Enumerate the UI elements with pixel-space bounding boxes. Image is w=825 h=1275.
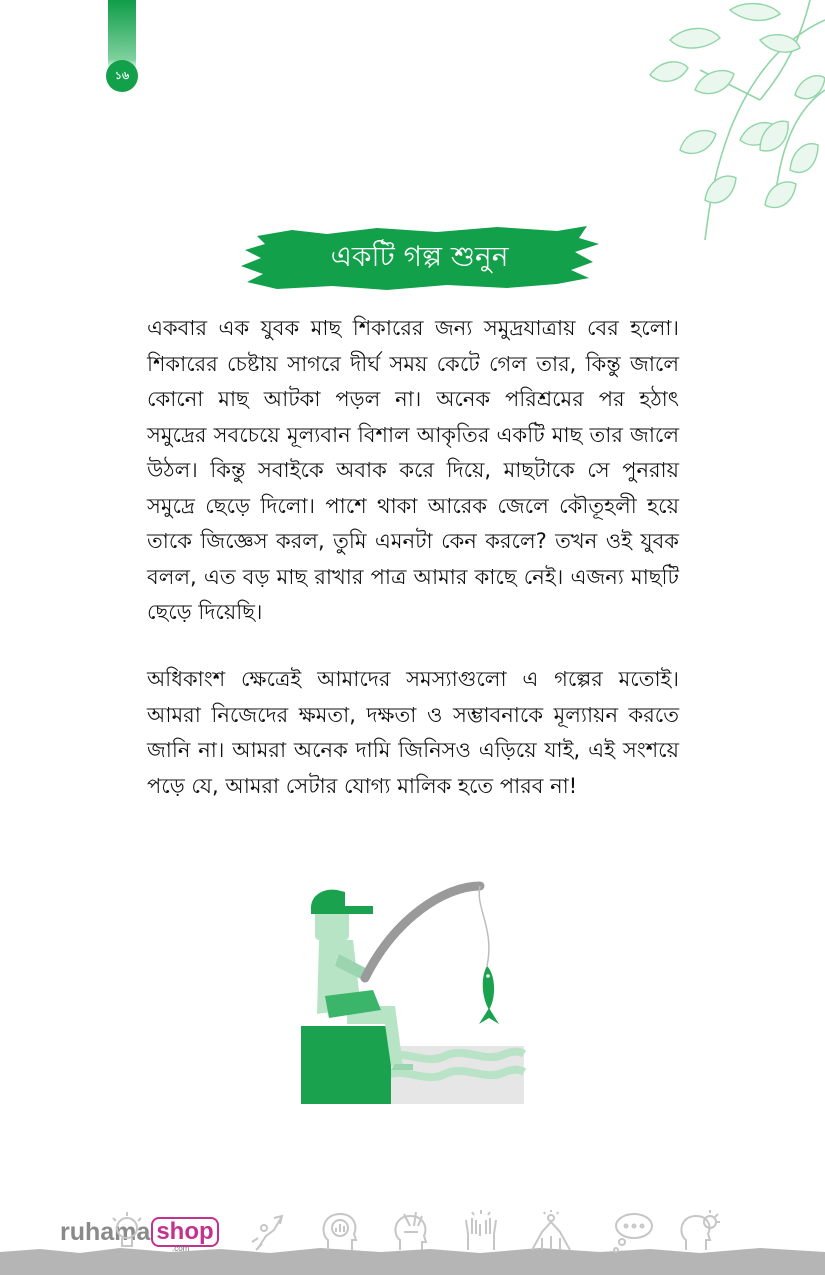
story-paragraph: একবার এক যুবক মাছ শিকারের জন্য সমুদ্রযাত্রায় বের হলো। শিকারের চেষ্টায় সাগরে দীর্ঘ সময় কেটে গেল তার, কিন্তু জালে কোনো মাছ আটকা পড়ল না। অনেক পরিশ্রমের পর হঠাৎ সমুদ্রের সবচেয়ে মূল্যবান বিশাল আকৃতির একটি মাছ তার জালে উঠল। কিন্তু সবাইকে অবাক করে দিয়ে, মাছটাকে সে পুনরায় সমুদ্রে ছেড়ে দিলো। পাশে থাকা আরেক জেলে কৌতূহলী হয়ে তাকে জিজ্ঞেস করল, তুমি এমনটা কেন করলে? তখন ওই যুবক বলল, এত বড় মাছ রাখার পাত্র আমার কাছে নেই। এজন্য মাছটি ছেড়ে দিয়েছি।	[147, 316, 679, 624]
head-tools-icon	[388, 1208, 434, 1254]
page-number: ১৬	[106, 60, 138, 92]
logo-text-ruhama: ruhama	[60, 1217, 151, 1246]
reflection-paragraph: অধিকাংশ ক্ষেত্রেই আমাদের সমস্যাগুলো এ গল্পের মতোই। আমরা নিজেদের ক্ষমতা, দক্ষতা ও সম্ভাবনাকে মূল্যায়ন করতে জানি না। আমরা অনেক দামি জিনিসও এড়িয়ে যাই, এই সংশয়ে পড়ে যে, আমরা সেটার যোগ্য মালিক হতে পারব না!	[147, 667, 679, 798]
head-chart-icon	[316, 1208, 362, 1254]
fisherman-illustration	[295, 878, 530, 1110]
rocket-runner-icon	[244, 1208, 290, 1254]
thought-bubble-icon	[610, 1208, 656, 1254]
section-title: একটি গল্প শুনুন	[330, 239, 509, 273]
teamwork-icon	[528, 1208, 574, 1254]
section-title-banner	[237, 222, 602, 294]
footer-bar	[0, 1253, 825, 1275]
head-idea-icon	[678, 1208, 724, 1254]
logo-text-com: .com	[172, 1244, 190, 1253]
logo-text-shop: shop	[151, 1217, 218, 1247]
leaves-decoration-icon	[610, 0, 825, 240]
raised-hands-icon	[458, 1208, 504, 1254]
lightbulb-icon	[104, 1208, 150, 1254]
